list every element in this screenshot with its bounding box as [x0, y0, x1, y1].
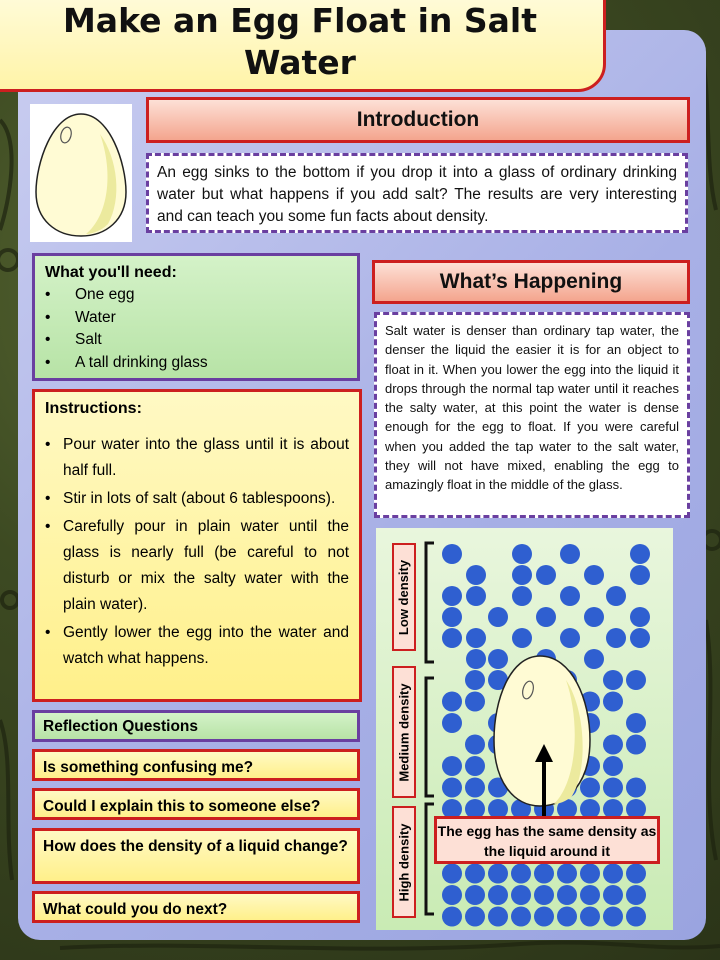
density-diagram [376, 528, 673, 930]
molecule-dot [488, 670, 508, 690]
instructions-list [45, 432, 349, 672]
molecule-dot [442, 544, 462, 564]
egg-icon [30, 104, 132, 242]
list-item: • Stir in lots of salt (about 6 tablespoons). [45, 486, 349, 512]
molecule-dot [511, 692, 531, 712]
molecule-dot [603, 907, 623, 927]
molecule-dot [512, 586, 532, 606]
molecule-dot [580, 692, 600, 712]
molecule-dot [488, 649, 508, 669]
molecule-dot [603, 756, 623, 776]
high-density-label: High density [392, 806, 416, 918]
molecule-dot [557, 670, 577, 690]
molecule-dot [466, 649, 486, 669]
molecule-dot [603, 864, 623, 884]
introduction-heading: Introduction [356, 108, 480, 131]
molecule-dot [534, 907, 554, 927]
molecule-dot [560, 586, 580, 606]
molecule-dot [465, 864, 485, 884]
molecule-dot [580, 713, 600, 733]
molecule-dot [442, 692, 462, 712]
materials-heading: What you'll need: [45, 264, 177, 281]
molecule-dot [584, 607, 604, 627]
egg-picture [30, 104, 132, 242]
list-item: • One egg [45, 284, 347, 307]
molecule-dot [511, 907, 531, 927]
molecule-dot [465, 670, 485, 690]
molecule-dot [534, 756, 554, 776]
molecule-dot [603, 885, 623, 905]
molecule-dot [580, 907, 600, 927]
molecule-dot [630, 565, 650, 585]
reflection-header: Reflection Questions [32, 710, 360, 742]
reflection-question: How does the density of a liquid change? [32, 828, 360, 884]
density-callout: The egg has the same density as the liquid around it [434, 816, 660, 864]
molecule-dot [580, 864, 600, 884]
molecule-dot [512, 628, 532, 648]
materials-box [32, 253, 360, 381]
instructions-heading: Instructions: [45, 400, 142, 417]
molecule-dot [466, 565, 486, 585]
molecule-dot [442, 907, 462, 927]
molecule-dot [630, 544, 650, 564]
molecule-dot [584, 649, 604, 669]
molecule-dot [442, 885, 462, 905]
molecule-dot [580, 756, 600, 776]
molecule-dot [511, 778, 531, 798]
molecule-dot [557, 778, 577, 798]
list-item: • Gently lower the egg into the water and watch what happens. [45, 620, 349, 672]
introduction-header [146, 97, 690, 143]
molecule-dot [465, 885, 485, 905]
molecule-dot [560, 628, 580, 648]
molecule-dot [630, 628, 650, 648]
molecule-dot [512, 544, 532, 564]
molecule-dot [488, 885, 508, 905]
instructions-box [32, 389, 362, 702]
list-item: • Salt [45, 329, 347, 352]
molecule-dot [626, 907, 646, 927]
molecule-dot [557, 885, 577, 905]
molecule-dot [536, 649, 556, 669]
whats-happening-header [372, 260, 690, 304]
whats-happening-text: Salt water is denser than ordinary tap water, the denser the liquid the easier it is for an object to float in it. When you lower the egg into the liquid it drops through the normal tap water until it reaches the salty water, at this point the water is dense enough for the egg to float. If you were careful when you added the tap water to the salt water, they will not have mixed, enabling the egg to amazingly float in the middle of the glass. [385, 323, 679, 493]
molecule-dot [626, 864, 646, 884]
molecule-dot [488, 735, 508, 755]
molecule-dot [442, 713, 462, 733]
molecule-dot [466, 628, 486, 648]
molecule-dot [512, 565, 532, 585]
molecule-dot [580, 885, 600, 905]
molecule-dot [488, 778, 508, 798]
list-item: • Water [45, 307, 347, 330]
molecule-dot [534, 735, 554, 755]
whats-happening-text-box [374, 312, 690, 518]
water-molecules [376, 528, 673, 930]
molecule-dot [465, 692, 485, 712]
molecule-dot [488, 607, 508, 627]
molecule-dot [488, 864, 508, 884]
molecule-dot [557, 713, 577, 733]
molecule-dot [626, 670, 646, 690]
low-density-label: Low density [392, 543, 416, 651]
molecule-dot [442, 586, 462, 606]
molecule-dot [557, 907, 577, 927]
molecule-dot [442, 864, 462, 884]
molecule-dot [442, 756, 462, 776]
molecule-dot [626, 885, 646, 905]
molecule-dot [442, 628, 462, 648]
molecule-dot [534, 670, 554, 690]
page-title: Make an Egg Float in Salt Water [62, 1, 538, 82]
molecule-dot [511, 756, 531, 776]
introduction-text-box [146, 153, 688, 233]
medium-density-label: Medium density [392, 666, 416, 798]
molecule-dot [534, 778, 554, 798]
molecule-dot [536, 565, 556, 585]
molecule-dot [603, 735, 623, 755]
molecule-dot [465, 756, 485, 776]
molecule-dot [557, 864, 577, 884]
molecule-dot [603, 692, 623, 712]
molecule-dot [606, 586, 626, 606]
list-item: • Pour water into the glass until it is about half full. [45, 432, 349, 484]
molecule-dot [603, 778, 623, 798]
molecule-dot [536, 607, 556, 627]
molecule-dot [606, 628, 626, 648]
molecule-dot [465, 907, 485, 927]
reflection-question: What could you do next? [32, 891, 360, 923]
molecule-dot [580, 778, 600, 798]
molecule-dot [488, 713, 508, 733]
molecule-dot [442, 607, 462, 627]
molecule-dot [626, 778, 646, 798]
reflection-question: Could I explain this to someone else? [32, 788, 360, 820]
molecule-dot [584, 565, 604, 585]
introduction-text: An egg sinks to the bottom if you drop it into a glass of ordinary drinking water but what happens if you add salt? The results are very interesting and can teach you some fun facts about density. [157, 164, 677, 225]
molecule-dot [465, 778, 485, 798]
molecule-dot [511, 885, 531, 905]
poster-title-box [0, 0, 606, 92]
molecule-dot [466, 586, 486, 606]
molecule-dot [626, 735, 646, 755]
molecule-dot [603, 670, 623, 690]
reflection-question: Is something confusing me? [32, 749, 360, 781]
molecule-dot [488, 907, 508, 927]
molecule-dot [442, 778, 462, 798]
molecule-dot [534, 885, 554, 905]
molecule-dot [534, 692, 554, 712]
list-item: • A tall drinking glass [45, 352, 347, 375]
molecule-dot [511, 864, 531, 884]
molecule-dot [465, 735, 485, 755]
molecule-dot [557, 735, 577, 755]
whats-happening-heading: What’s Happening [439, 270, 623, 293]
list-item: • Carefully pour in plain water until the glass is nearly full (be careful to not disturb or mix the salty water with the plain water). [45, 514, 349, 618]
molecule-dot [626, 713, 646, 733]
materials-list [45, 284, 347, 374]
molecule-dot [630, 607, 650, 627]
molecule-dot [511, 713, 531, 733]
molecule-dot [534, 864, 554, 884]
molecule-dot [560, 544, 580, 564]
